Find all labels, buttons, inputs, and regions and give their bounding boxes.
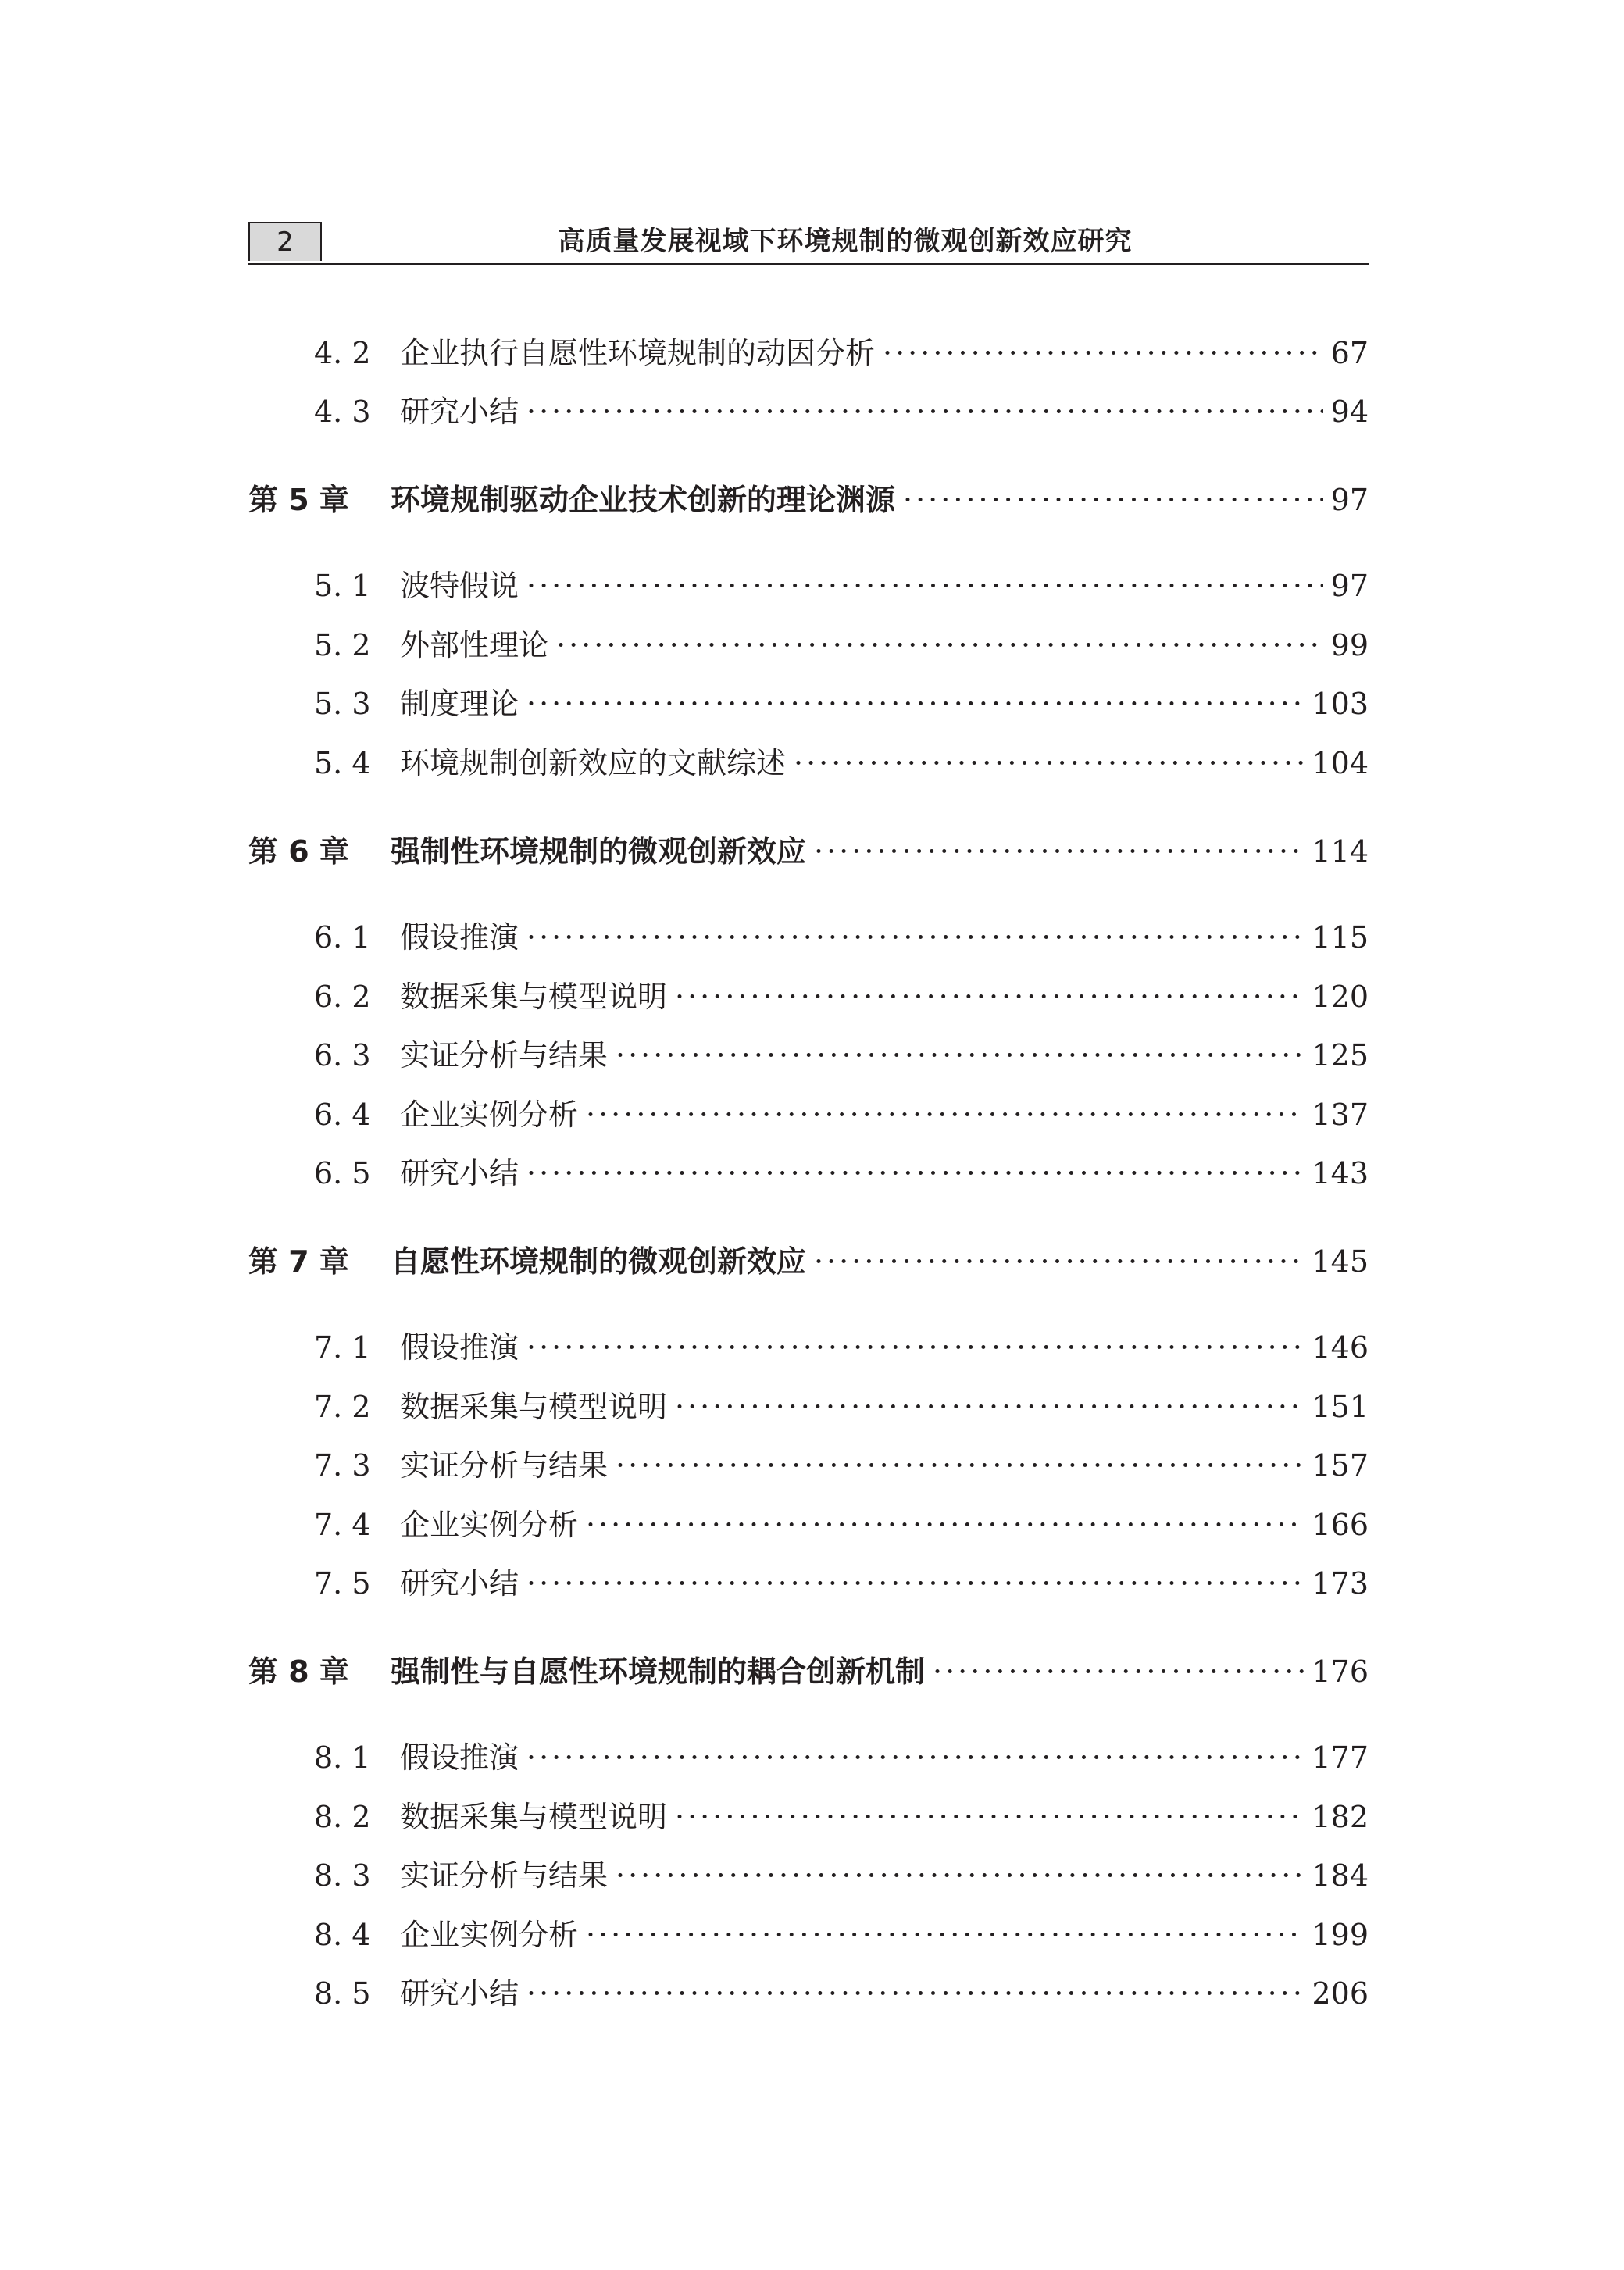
toc-entry-page: 94 <box>1330 394 1369 429</box>
toc-entry-page: 146 <box>1312 1330 1369 1365</box>
toc-entry-title: 强制性与自愿性环境规制的耦合创新机制 <box>391 1654 926 1689</box>
toc-dot-leader <box>526 1736 1304 1779</box>
toc-entry-number: 6. 2 <box>314 980 371 1014</box>
toc-section-entry[interactable] <box>314 1913 1369 1957</box>
toc-dot-leader <box>814 830 1304 873</box>
toc-entry-number: 4. 2 <box>314 336 371 370</box>
toc-entry-number: 6. 1 <box>314 920 371 955</box>
toc-section-entry[interactable] <box>314 1151 1369 1195</box>
toc-entry-page: 143 <box>1312 1156 1369 1190</box>
toc-entry-page: 206 <box>1312 1976 1369 2011</box>
toc-section-entry[interactable] <box>314 1854 1369 1897</box>
toc-dot-leader <box>616 1033 1304 1077</box>
toc-entry-number: 8. 2 <box>314 1800 371 1834</box>
toc-entry-title: 企业实例分析 <box>400 1098 579 1132</box>
toc-section-entry[interactable] <box>314 975 1369 1019</box>
toc-entry-number: 8. 4 <box>314 1918 371 1952</box>
toc-dot-leader <box>675 1385 1304 1429</box>
toc-section-entry[interactable] <box>314 564 1369 608</box>
toc-entry-number: 第 8 章 <box>248 1654 349 1689</box>
toc-dot-leader <box>814 1240 1304 1283</box>
toc-entry-number: 6. 3 <box>314 1038 371 1073</box>
toc-section-entry[interactable] <box>314 1503 1369 1547</box>
toc-entry-number: 7. 2 <box>314 1390 371 1424</box>
toc-dot-leader <box>586 1913 1304 1957</box>
toc-entry-title: 实证分析与结果 <box>400 1448 609 1483</box>
toc-section-entry[interactable] <box>314 1326 1369 1369</box>
toc-entry-page: 173 <box>1312 1566 1369 1601</box>
toc-entry-title: 数据采集与模型说明 <box>400 1390 668 1424</box>
toc-chapter-entry[interactable] <box>248 478 1369 522</box>
toc-dot-leader <box>526 915 1304 959</box>
toc-entry-number: 8. 5 <box>314 1976 371 2011</box>
toc-entry-title: 实证分析与结果 <box>400 1858 609 1893</box>
toc-entry-title: 假设推演 <box>400 1740 519 1775</box>
toc-entry-page: 137 <box>1312 1098 1369 1132</box>
toc-entry-number: 5. 3 <box>314 687 371 721</box>
toc-chapter-entry[interactable] <box>248 1240 1369 1283</box>
toc-dot-leader <box>675 1795 1304 1839</box>
toc-entry-title: 研究小结 <box>400 1976 519 2011</box>
toc-dot-leader <box>526 1326 1304 1369</box>
toc-entry-title: 外部性理论 <box>400 628 549 662</box>
toc-entry-number: 6. 4 <box>314 1098 371 1132</box>
toc-entry-number: 第 7 章 <box>248 1244 349 1279</box>
toc-entry-title: 波特假说 <box>400 569 519 603</box>
toc-entry-page: 104 <box>1312 746 1369 780</box>
toc-entry-page: 103 <box>1312 687 1369 721</box>
toc-chapter-entry[interactable] <box>248 830 1369 873</box>
toc-section-entry[interactable] <box>314 741 1369 785</box>
toc-entry-page: 166 <box>1312 1508 1369 1542</box>
toc-dot-leader <box>933 1650 1304 1694</box>
toc-dot-leader <box>794 741 1304 785</box>
toc-dot-leader <box>526 1562 1304 1605</box>
toc-entry-title: 实证分析与结果 <box>400 1038 609 1073</box>
toc-dot-leader <box>883 331 1323 375</box>
toc-entry-page: 199 <box>1312 1918 1369 1952</box>
toc-section-entry[interactable] <box>314 1736 1369 1779</box>
toc-entry-page: 182 <box>1312 1800 1369 1834</box>
toc-entry-page: 97 <box>1330 569 1369 603</box>
toc-dot-leader <box>526 1972 1304 2015</box>
toc-dot-leader <box>586 1093 1304 1137</box>
toc-entry-page: 157 <box>1312 1448 1369 1483</box>
toc-dot-leader <box>526 682 1304 726</box>
page-number: 2 <box>248 222 322 261</box>
toc-entry-title: 数据采集与模型说明 <box>400 980 668 1014</box>
toc-entry-number: 6. 5 <box>314 1156 371 1190</box>
toc-entry-title: 假设推演 <box>400 920 519 955</box>
page-header <box>248 215 1369 265</box>
toc-entry-page: 145 <box>1312 1244 1369 1279</box>
toc-entry-title: 研究小结 <box>400 1156 519 1190</box>
toc-entry-title: 自愿性环境规制的微观创新效应 <box>391 1244 807 1279</box>
toc-entry-title: 环境规制创新效应的文献综述 <box>400 746 787 780</box>
toc-dot-leader <box>903 478 1323 522</box>
toc-entry-number: 第 6 章 <box>248 834 349 869</box>
toc-entry-number: 8. 3 <box>314 1858 371 1893</box>
toc-entry-page: 97 <box>1330 483 1369 517</box>
toc-dot-leader <box>556 623 1323 667</box>
toc-entry-number: 7. 5 <box>314 1566 371 1601</box>
toc-section-entry[interactable] <box>314 1033 1369 1077</box>
toc-section-entry[interactable] <box>314 623 1369 667</box>
toc-entry-title: 制度理论 <box>400 687 519 721</box>
toc-entry-page: 99 <box>1330 628 1369 662</box>
toc-entry-page: 115 <box>1312 920 1369 955</box>
toc-entry-title: 假设推演 <box>400 1330 519 1365</box>
toc-entry-title: 研究小结 <box>400 394 519 429</box>
toc-section-entry[interactable] <box>314 1562 1369 1605</box>
toc-entry-title: 强制性环境规制的微观创新效应 <box>391 834 807 869</box>
toc-section-entry[interactable] <box>314 1385 1369 1429</box>
toc-entry-number: 5. 1 <box>314 569 371 603</box>
toc-section-entry[interactable] <box>314 682 1369 726</box>
toc-dot-leader <box>616 1444 1304 1487</box>
toc-dot-leader <box>526 1151 1304 1195</box>
toc-section-entry[interactable] <box>314 331 1369 375</box>
toc-entry-number: 7. 4 <box>314 1508 371 1542</box>
toc-entry-number: 4. 3 <box>314 394 371 429</box>
toc-section-entry[interactable] <box>314 1972 1369 2015</box>
toc-entry-title: 研究小结 <box>400 1566 519 1601</box>
toc-entry-number: 8. 1 <box>314 1740 371 1775</box>
toc-entry-page: 151 <box>1312 1390 1369 1424</box>
toc-entry-title: 环境规制驱动企业技术创新的理论渊源 <box>391 483 896 517</box>
toc-section-entry[interactable] <box>314 915 1369 959</box>
toc-entry-page: 125 <box>1312 1038 1369 1073</box>
toc-section-entry[interactable] <box>314 390 1369 434</box>
toc-dot-leader <box>526 390 1323 434</box>
toc-entry-title: 数据采集与模型说明 <box>400 1800 668 1834</box>
toc-dot-leader <box>675 975 1304 1019</box>
toc-entry-page: 120 <box>1312 980 1369 1014</box>
toc-entry-page: 177 <box>1312 1740 1369 1775</box>
toc-entry-page: 184 <box>1312 1858 1369 1893</box>
toc-entry-number: 5. 2 <box>314 628 371 662</box>
toc-entry-number: 7. 1 <box>314 1330 371 1365</box>
toc-entry-title: 企业实例分析 <box>400 1508 579 1542</box>
toc-section-entry[interactable] <box>314 1444 1369 1487</box>
toc-entry-page: 176 <box>1312 1654 1369 1689</box>
toc-entry-page: 67 <box>1330 336 1369 370</box>
running-title: 高质量发展视域下环境规制的微观创新效应研究 <box>558 226 1133 257</box>
toc-dot-leader <box>616 1854 1304 1897</box>
toc-entry-number: 5. 4 <box>314 746 371 780</box>
toc-entry-page: 114 <box>1312 834 1369 869</box>
toc-section-entry[interactable] <box>314 1795 1369 1839</box>
toc-chapter-entry[interactable] <box>248 1650 1369 1694</box>
toc-entry-number: 第 5 章 <box>248 483 349 517</box>
toc-entry-title: 企业实例分析 <box>400 1918 579 1952</box>
toc-entry-title: 企业执行自愿性环境规制的动因分析 <box>400 336 876 370</box>
toc-entry-number: 7. 3 <box>314 1448 371 1483</box>
toc-section-entry[interactable] <box>314 1093 1369 1137</box>
toc-dot-leader <box>586 1503 1304 1547</box>
toc-dot-leader <box>526 564 1323 608</box>
